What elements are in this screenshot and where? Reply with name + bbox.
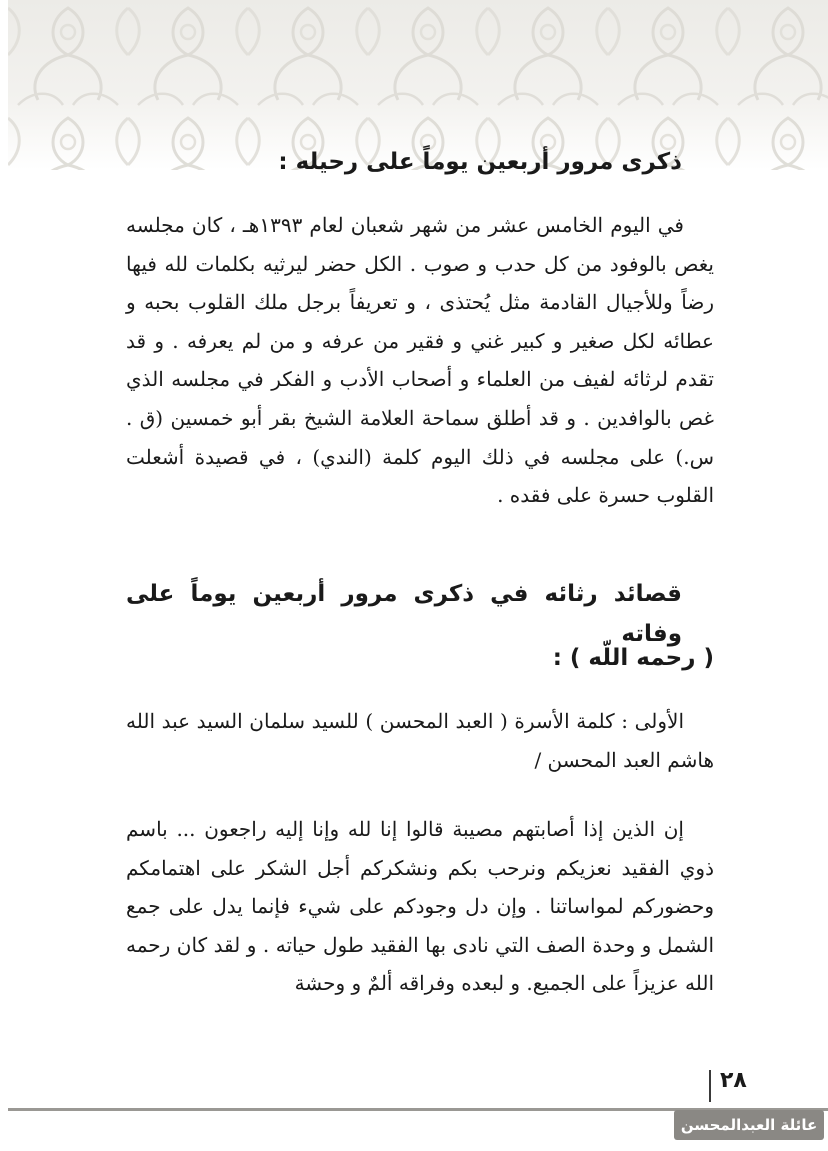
section-heading: ذكرى مرور أربعين يوماً على رحيله : [278,149,682,175]
body-paragraph: إن الذين إذا أصابتهم مصيبة قالوا إنا لله وإنا إليه راجعون ... باسم ذوي الفقيد نعزيكم ونرحب بكم ونشكركم أجل الشكر على اهتمامكم وحضوركم لمواساتنا . وإن دل وجودكم على شيء فإنما يدل على جمع الشمل و وحدة الصف التي نادى بها الفقيد طول حياته . و لقد كان رحمه الله عزيزاً على الجميع. و لبعده وفراقه ألمٌ و وحشة [126,817,714,996]
body-paragraph: في اليوم الخامس عشر من شهر شعبان لعام ١٣٩٣هـ ، كان مجلسه يغص بالوفود من كل حدب و صوب . الكل حضر ليرثيه بكلمات لله فيها رضاً وللأجيال القادمة مثل يُحتذى ، و تعريفاً برجل ملك القلوب بحبه و عطائه لكل صغير و كبير غني و فقير من عرفه و من لم يعرفه . و قد تقدم لرثائه لفيف من العلماء و أصحاب الأدب و الفكر في مجلسه الذي غص بالوافدين . و قد أطلق سماحة العلامة الشيخ بقر أبو خمسين (ق . س.) على مجلسه في ذلك اليوم كلمة (الندي) ، في قصيدة أشعلت القلوب حسرة على فقده . [126,213,714,508]
page-number: ٢٨ [720,1068,747,1093]
section-subheading: ( رحمه اللّه ) : [552,645,714,671]
section-memorial-body [126,206,714,515]
page-number-divider [709,1070,711,1102]
list-item: الأولى : كلمة الأسرة ( العبد المحسن ) للسيد سلمان السيد عبد الله هاشم العبد المحسن / [126,709,714,772]
brand-label: عائلة العبدالمحسن [674,1110,824,1140]
section-heading: قصائد رثائه في ذكرى مرور أربعين يوماً على وفاته [126,581,682,647]
first-elegy-entry [126,702,714,779]
book-page [8,0,828,1151]
section-memorial-fortieth-day [126,142,714,182]
family-speech [126,810,714,1003]
section-elegies-subheading [126,638,714,678]
